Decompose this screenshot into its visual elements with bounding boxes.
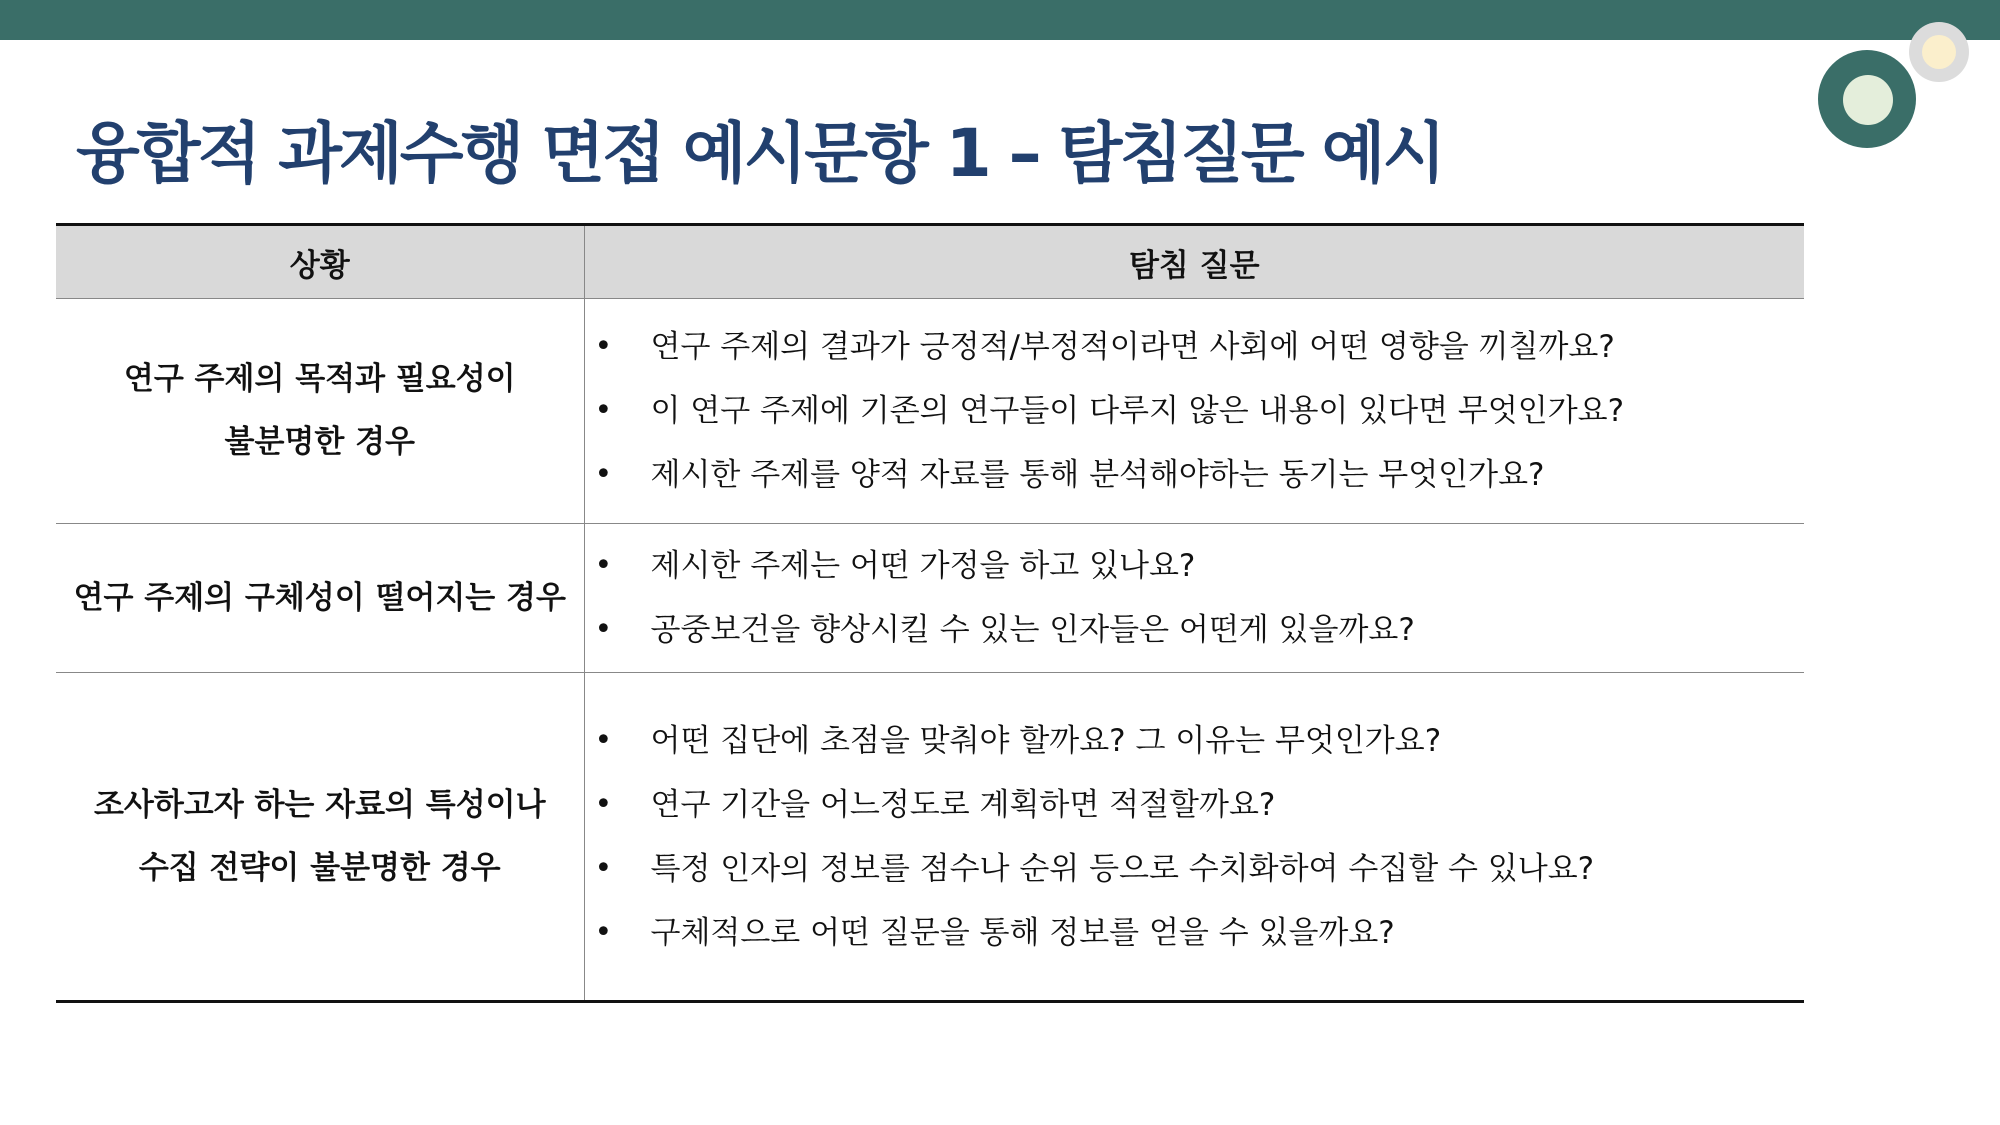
probe-question-table xyxy=(56,223,1804,1003)
question-item: • 제시한 주제를 양적 자료를 통해 분석해야하는 동기는 무엇인가요? xyxy=(585,443,1805,507)
header-situation: 상황 xyxy=(56,225,584,299)
header-probe-questions: 탐침 질문 xyxy=(584,225,1804,299)
question-list xyxy=(585,709,1805,965)
question-item: • 어떤 집단에 초점을 맞춰야 할까요? 그 이유는 무엇인가요? xyxy=(585,709,1805,773)
question-item: • 연구 주제의 결과가 긍정적/부정적이라면 사회에 어떤 영향을 끼칠까요? xyxy=(585,315,1805,379)
table-row xyxy=(56,673,1804,1002)
question-item: • 구체적으로 어떤 질문을 통해 정보를 얻을 수 있을까요? xyxy=(585,901,1805,965)
decorative-large-circle-inner xyxy=(1843,75,1893,125)
question-item: • 특정 인자의 정보를 점수나 순위 등으로 수치화하여 수집할 수 있나요? xyxy=(585,837,1805,901)
top-accent-bar xyxy=(0,0,2000,40)
table-row xyxy=(56,524,1804,673)
table-row xyxy=(56,299,1804,524)
situation-cell: 조사하고자 하는 자료의 특성이나 수집 전략이 불분명한 경우 xyxy=(93,786,546,886)
situation-cell: 연구 주제의 구체성이 떨어지는 경우 xyxy=(56,524,584,673)
question-list xyxy=(585,315,1805,507)
question-list xyxy=(585,534,1805,662)
question-item: • 제시한 주제는 어떤 가정을 하고 있나요? xyxy=(585,534,1805,598)
question-item: • 공중보건을 향상시킬 수 있는 인자들은 어떤게 있을까요? xyxy=(585,598,1805,662)
table-header-row xyxy=(56,225,1804,299)
questions-cell xyxy=(584,524,1804,673)
question-item: • 연구 기간을 어느정도로 계획하면 적절할까요? xyxy=(585,773,1805,837)
situation-cell: 연구 주제의 목적과 필요성이 불분명한 경우 xyxy=(56,299,584,524)
decorative-small-circle-inner xyxy=(1922,35,1956,69)
questions-cell xyxy=(584,299,1804,524)
question-item: • 이 연구 주제에 기존의 연구들이 다루지 않은 내용이 있다면 무엇인가요? xyxy=(585,379,1805,443)
questions-cell xyxy=(584,673,1804,1002)
slide-title: 융합적 과제수행 면접 예시문항 1 – 탐침질문 예시 xyxy=(76,115,1444,192)
